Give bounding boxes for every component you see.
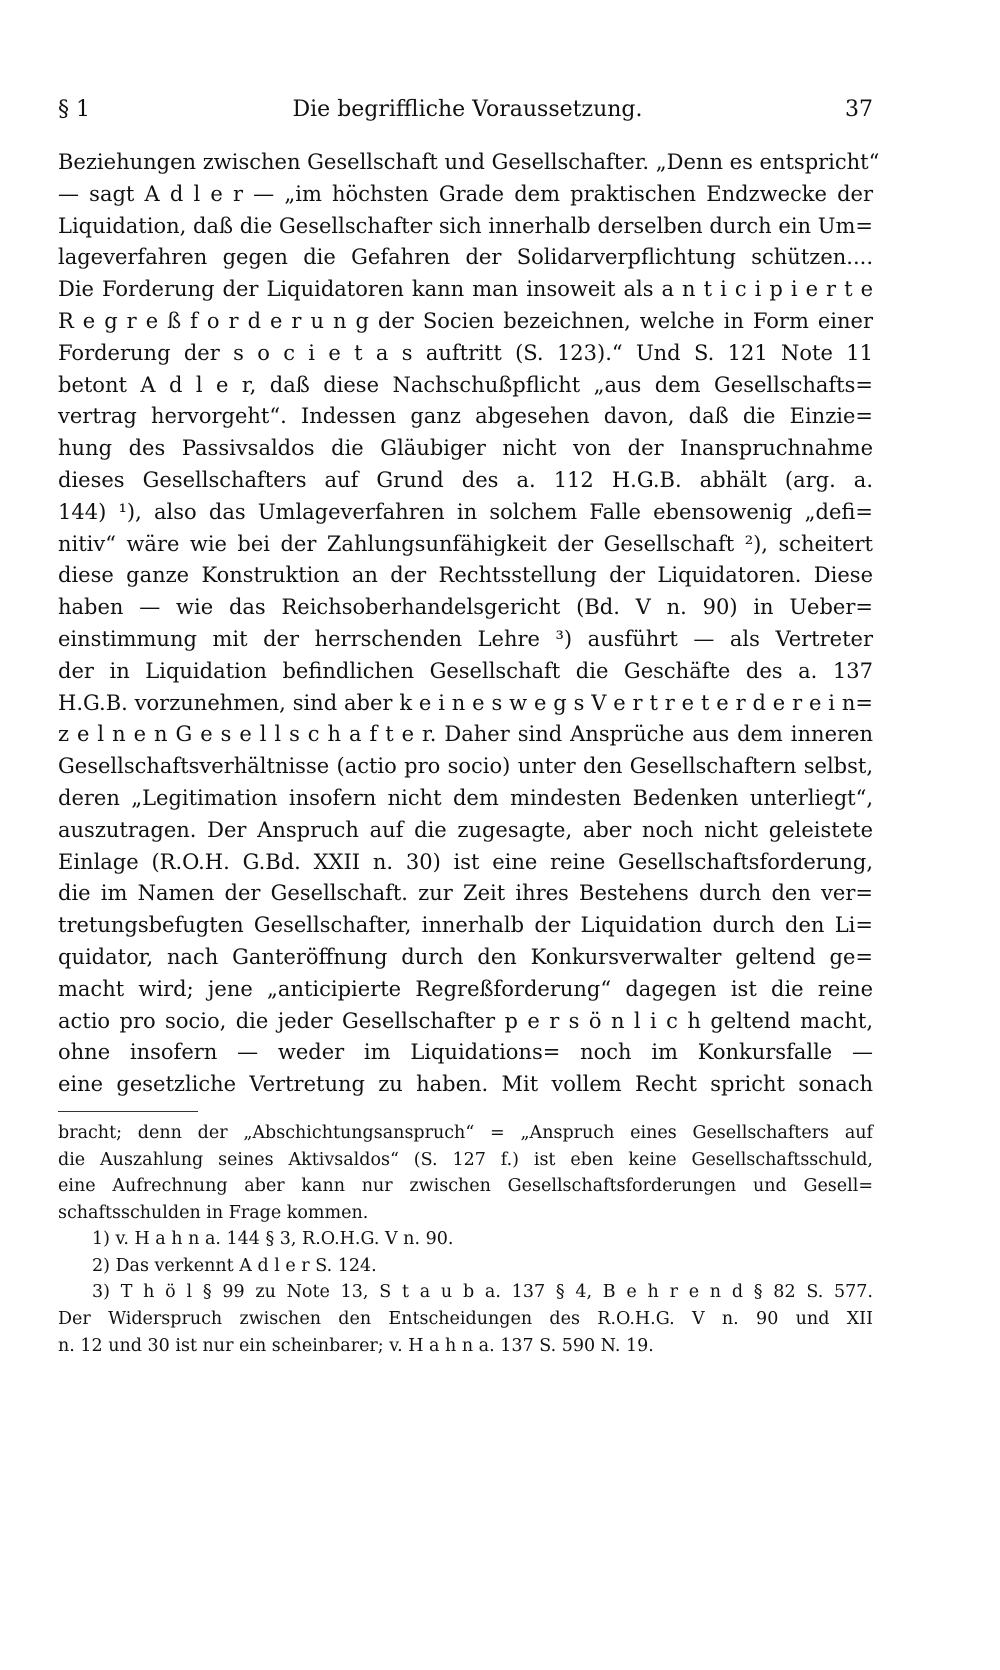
footnote-3-continuation: n. 12 und 30 ist nur ein scheinbarer; v. H a h n a. 137 S. 590 N. 19. — [58, 1335, 654, 1356]
text-line: betont A d l e r, daß diese Nachschußpflicht „aus dem Gesellschafts= — [58, 372, 873, 397]
text-line: Die Forderung der Liquidatoren kann man insoweit als a n t i c i p i e r t e — [58, 277, 873, 302]
text-line: tretungsbefugten Gesellschafter, innerhalb der Liquidation durch den Li= — [58, 913, 873, 938]
text-line: Forderung der s o c i e t a s auftritt (S. 123).“ Und S. 121 Note 11 — [58, 340, 873, 365]
text-line: haben — wie das Reichsoberhandelsgericht (Bd. V n. 90) in Ueber= — [58, 595, 873, 620]
main-text — [58, 147, 880, 1101]
text-line: macht wird; jene „anticipierte Regreßforderung“ dagegen ist die reine — [58, 976, 873, 1001]
text-line: quidator, nach Ganteröffnung durch den Konkursverwalter geltend ge= — [58, 944, 873, 969]
text-line: Liquidation, daß die Gesellschafter sich innerhalb derselben durch ein Um= — [58, 213, 873, 238]
footnote-2: 2) Das verkennt A d l e r S. 124. — [92, 1255, 377, 1276]
page-number: 37 — [845, 97, 873, 122]
text-line: vertrag hervorgeht“. Indessen ganz abgesehen davon, daß die Einzie= — [58, 404, 873, 429]
text-line: die im Namen der Gesellschaft. zur Zeit ihres Bestehens durch den ver= — [58, 881, 873, 906]
footnote-divider — [58, 1111, 198, 1112]
section-number: § 1 — [58, 97, 90, 122]
footnote-3: 3) T h ö l § 99 zu Note 13, S t a u b a. 137 § 4, B e h r e n d § 82 S. 577. — [92, 1282, 873, 1303]
text-line: z e l n e n G e s e l l s c h a f t e r. Daher sind Ansprüche aus dem inneren — [58, 722, 873, 747]
text-line: dieses Gesellschafters auf Grund des a. 112 H.G.B. abhält (arg. a. — [58, 467, 873, 492]
footnote-3-continuation: Der Widerspruch zwischen den Entscheidungen des R.O.H.G. V n. 90 und XII — [58, 1309, 873, 1330]
text-line: — sagt A d l e r — „im höchsten Grade dem praktischen Endzwecke der — [58, 181, 873, 206]
text-line: H.G.B. vorzunehmen, sind aber k e i n e s w e g s V e r t r e t e r d e r e i n= — [58, 690, 873, 715]
text-line: deren „Legitimation insofern nicht dem mindesten Bedenken unterliegt“, — [58, 785, 873, 810]
text-line: Beziehungen zwischen Gesellschaft und Gesellschafter. „Denn es entspricht“ — [58, 150, 880, 174]
footnote-line: die Auszahlung seines Aktivsaldos“ (S. 127 f.) ist eben keine Gesellschaftsschuld, — [58, 1149, 873, 1170]
text-line: der in Liquidation befindlichen Gesellschaft die Geschäfte des a. 137 — [58, 658, 873, 683]
running-title: Die begriffliche Voraussetzung. — [292, 97, 643, 122]
text-line: 144) ¹), also das Umlageverfahren in solchem Falle ebensowenig „defi= — [58, 499, 873, 524]
text-line: Gesellschaftsverhältnisse (actio pro socio) unter den Gesellschaftern selbst, — [58, 754, 873, 779]
footnote-line: eine Aufrechnung aber kann nur zwischen Gesellschaftsforderungen und Gesell= — [58, 1176, 873, 1197]
document-page — [58, 95, 880, 1359]
text-line: nitiv“ wäre wie bei der Zahlungsunfähigkeit der Gesellschaft ²), scheitert — [58, 531, 873, 556]
text-line: auszutragen. Der Anspruch auf die zugesagte, aber noch nicht geleistete — [58, 817, 873, 842]
text-line: eine gesetzliche Vertretung zu haben. Mit vollem Recht spricht sonach — [58, 1072, 873, 1097]
footnotes-block — [58, 1120, 873, 1359]
footnote-line: bracht; denn der „Abschichtungsanspruch“ = „Anspruch eines Gesellschafters auf — [58, 1122, 873, 1143]
footnote-1: 1) v. H a h n a. 144 § 3, R.O.H.G. V n. 90. — [92, 1229, 454, 1250]
text-line: lageverfahren gegen die Gefahren der Solidarverpflichtung schützen.... — [58, 245, 873, 270]
running-header — [58, 95, 873, 125]
text-line: R e g r e ß f o r d e r u n g der Socien bezeichnen, welche in Form einer — [58, 308, 873, 333]
text-line: Einlage (R.O.H. G.Bd. XXII n. 30) ist eine reine Gesellschaftsforderung, — [58, 849, 873, 874]
text-line: hung des Passivsaldos die Gläubiger nicht von der Inanspruchnahme — [58, 436, 873, 461]
text-line: einstimmung mit der herrschenden Lehre ³) ausführt — als Vertreter — [58, 626, 873, 651]
footnote-line: schaftsschulden in Frage kommen. — [58, 1202, 369, 1223]
text-line: actio pro socio, die jeder Gesellschafter p e r s ö n l i c h geltend macht, — [58, 1008, 873, 1033]
text-line: ohne insofern — weder im Liquidations= noch im Konkursfalle — — [58, 1040, 873, 1065]
text-line: diese ganze Konstruktion an der Rechtsstellung der Liquidatoren. Diese — [58, 563, 873, 588]
